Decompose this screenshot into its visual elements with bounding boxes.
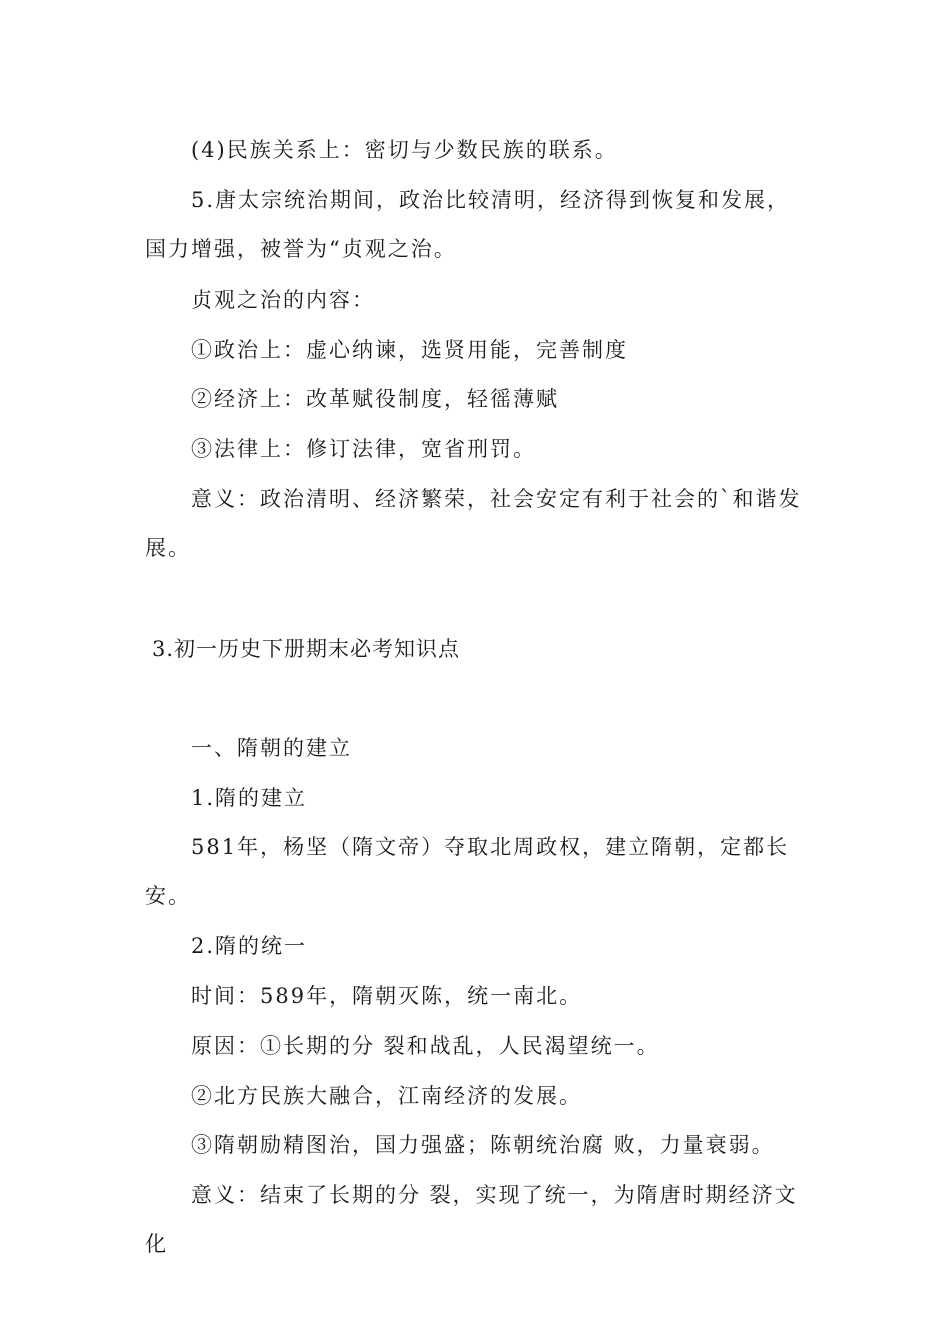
paragraph-zhenguan-content-title: 贞观之治的内容：	[191, 288, 375, 312]
paragraph-unification-reason-3: ③隋朝励精图治，国力强盛；陈朝统治腐 败，力量衰弱。	[191, 1133, 775, 1157]
paragraph-zhenguan-intro: 5.唐太宗统治期间，政治比较清明，经济得到恢复和发展，国力增强，被誉为“贞观之治。	[145, 188, 791, 261]
paragraph-sui-founding-title: 一、隋朝的建立	[191, 736, 352, 760]
section-heading: 3.初一历史下册期末必考知识点	[152, 637, 461, 661]
paragraph-unification-reason-2: ②北方民族大融合，江南经济的发展。	[191, 1084, 582, 1108]
paragraph-zhenguan-economy: ②经济上：改革赋役制度，轻徭薄赋	[191, 387, 559, 411]
paragraph-sui-unification: 2.隋的统一	[191, 934, 308, 958]
paragraph-unification-time: 时间：589年，隋朝灭陈，统一南北。	[191, 984, 583, 1008]
paragraph-unification-significance: 意义：结束了长期的分 裂，实现了统一，为隋唐时期经济文化	[145, 1183, 798, 1256]
paragraph-yang-jian: 581年，杨坚（隋文帝）夺取北周政权，建立隋朝，定都长安。	[145, 835, 790, 908]
paragraph-ethnic-relations: (4)民族关系上：密切与少数民族的联系。	[191, 138, 618, 162]
paragraph-zhenguan-significance: 意义：政治清明、经济繁荣，社会安定有利于社会的`和谐发展。	[145, 487, 802, 560]
paragraph-zhenguan-law: ③法律上：修订法律，宽省刑罚。	[191, 437, 536, 461]
paragraph-sui-establishment: 1.隋的建立	[191, 786, 308, 810]
paragraph-zhenguan-politics: ①政治上：虚心纳谏，选贤用能，完善制度	[191, 338, 628, 362]
paragraph-unification-reason-1: 原因：①长期的分 裂和战乱，人民渴望统一。	[191, 1034, 660, 1058]
